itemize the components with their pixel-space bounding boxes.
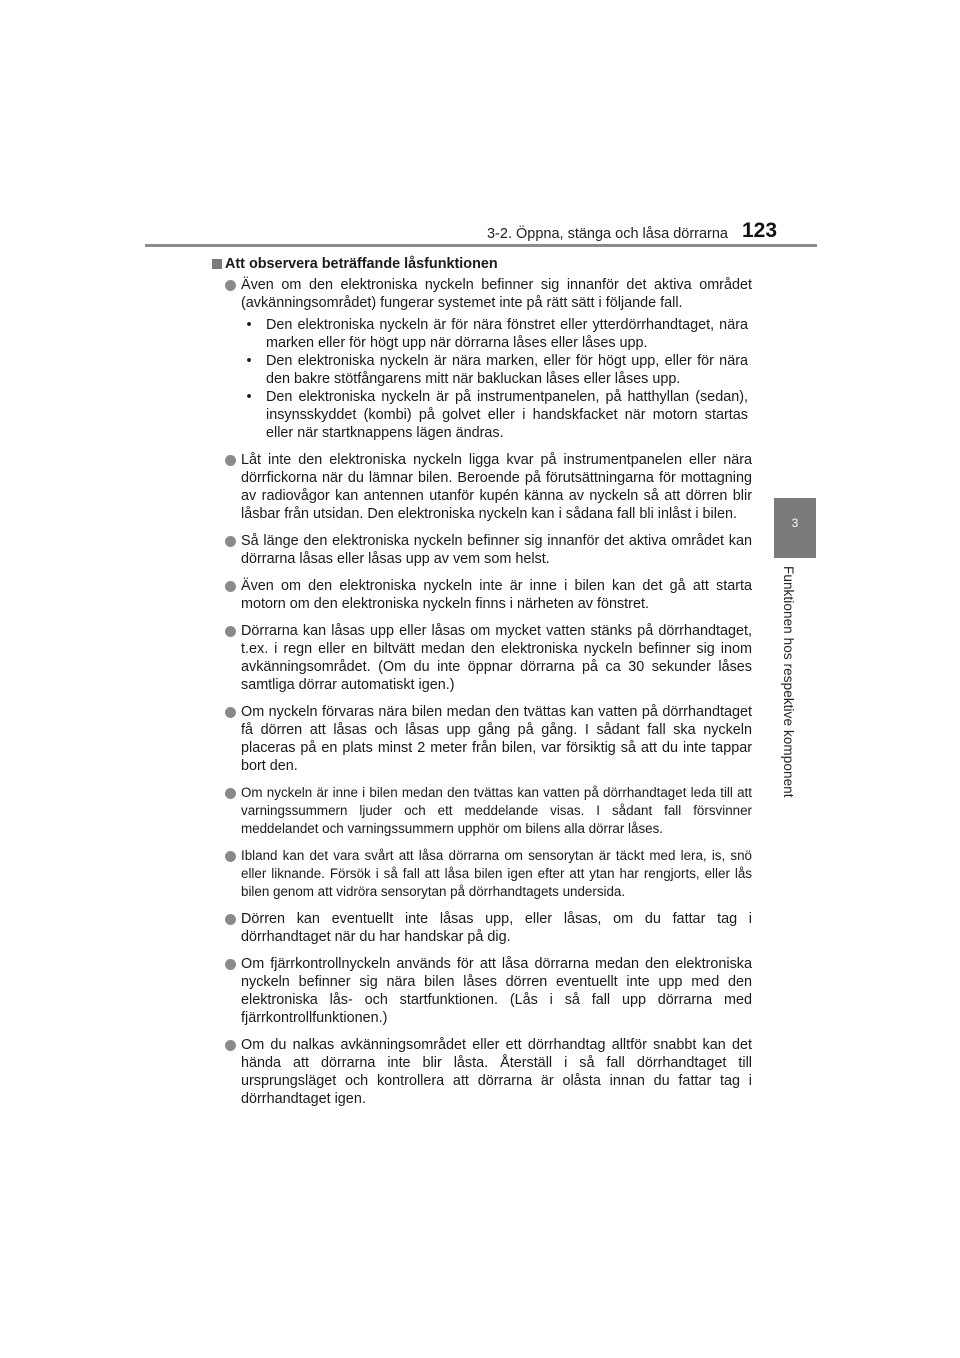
list-item: [212, 276, 752, 442]
list-item-text: Låt inte den elektroniska nyckeln ligga kvar på instrumentpanelen eller nära dörrfickorna när du lämnar bilen. Beroende på förutsättningarna för mottagning av radiovågor kan antennen utanför kupén känna av nyckeln så att dörren blir låsbar från utsidan. Den elektroniska nyckeln kan i sådana fall bli inlåst i bilen.: [241, 452, 752, 522]
square-bullet-icon: [212, 259, 222, 269]
circle-bullet-icon: [225, 959, 236, 970]
sub-list-item: [241, 316, 752, 352]
sub-list-item: [241, 352, 752, 388]
circle-bullet-icon: [225, 788, 236, 799]
circle-bullet-icon: [225, 626, 236, 637]
main-content: [212, 255, 752, 1117]
page-header: [0, 0, 960, 250]
list-item: [212, 703, 752, 775]
list-item-text: Dörren kan eventuellt inte låsas upp, eller låsas, om du fattar tag i dörrhandtaget när du har handskar på dig.: [241, 911, 752, 945]
chapter-tab-number: 3: [791, 516, 799, 530]
list-item-text: Om nyckeln förvaras nära bilen medan den tvättas kan vatten på dörrhandtaget få dörren att låsas och låsas upp gång på gång. I sådant fall ska nyckeln placeras på en plats minst 2 meter från bilen, var försiktig så att du inte tappar bort den.: [241, 704, 752, 774]
section-heading-text: Att observera beträffande låsfunktionen: [225, 256, 498, 272]
sub-list-item: [241, 388, 752, 442]
circle-bullet-icon: [225, 851, 236, 862]
section-title: 3-2. Öppna, stänga och låsa dörrarna: [486, 226, 728, 242]
circle-bullet-icon: [225, 536, 236, 547]
circle-bullet-icon: [225, 707, 236, 718]
list-item-text: Om nyckeln är inne i bilen medan den tvättas kan vatten på dörrhandtaget leda till att varningssummern ljuder och ett meddelande visas. I sådant fall försvinner meddelandet och varningssummern upphör om bilens alla dörrar låses.: [241, 785, 752, 836]
list-item-text: Om du nalkas avkänningsområdet eller ett dörrhandtag alltför snabbt kan det hända att dörrarna inte blir låsta. Återställ i så fall dörrhandtaget till ursprungsläget och kontrollera att dörrarna är olåsta innan du fattar tag i dörrhandtaget igen.: [241, 1037, 752, 1107]
list-item-text: Även om den elektroniska nyckeln befinner sig innanför det aktiva området (avkänningsområdet) fungerar systemet inte på rätt sätt i följande fall.: [241, 277, 752, 311]
sub-list-item-text: Den elektroniska nyckeln är för nära fönstret eller ytterdörrhandtaget, nära marken eller för högt upp när dörrarna låses eller låses upp.: [266, 317, 748, 351]
circle-bullet-icon: [225, 1040, 236, 1051]
dot-bullet-icon: •: [246, 353, 252, 369]
list-item: [212, 784, 752, 838]
circle-bullet-icon: [225, 914, 236, 925]
list-item: [212, 451, 752, 523]
list-item: [212, 622, 752, 694]
chapter-tab: [774, 498, 816, 558]
list-item: [212, 847, 752, 901]
list-item-text: Så länge den elektroniska nyckeln befinner sig innanför det aktiva området kan dörrarna låsas eller låsas upp av vem som helst.: [241, 533, 752, 567]
dot-bullet-icon: •: [246, 389, 252, 405]
sub-list: [241, 316, 752, 442]
dot-bullet-icon: •: [246, 317, 252, 333]
list-item-text: Om fjärrkontrollnyckeln används för att låsa dörrarna medan den elektroniska nyckeln befinner sig nära bilen låses dörren eventuellt inte upp med den elektroniska lås- och startfunktionen. (Lås i så fall upp dörrarna med fjärrkontrollfunktionen.): [241, 956, 752, 1026]
page-number: 123: [742, 219, 778, 242]
list-item: [212, 955, 752, 1027]
header-divider: [145, 244, 817, 247]
circle-bullet-icon: [225, 455, 236, 466]
sub-list-item-text: Den elektroniska nyckeln är nära marken, eller för högt upp, eller för nära den bakre stötfångarens mitt när bakluckan låses eller låses upp.: [266, 353, 748, 387]
list-item: [212, 910, 752, 946]
list-item-text: Även om den elektroniska nyckeln inte är inne i bilen kan det gå att starta motorn om den elektroniska nyckeln finns i närheten av fönstret.: [241, 578, 752, 612]
list-item-text: Ibland kan det vara svårt att låsa dörrarna om sensorytan är täckt med lera, is, snö eller liknande. Försök i så fall att låsa bilen igen efter att ytan har rengjorts, eller lås bilen genom att vidröra sensorytan på dörrhandtagets undersida.: [241, 848, 752, 899]
chapter-title: Funktionen hos respektive komponent: [781, 566, 796, 798]
list-item: [212, 577, 752, 613]
list-item: [212, 532, 752, 568]
circle-bullet-icon: [225, 581, 236, 592]
section-heading: [212, 255, 752, 273]
circle-bullet-icon: [225, 280, 236, 291]
list-item: [212, 1036, 752, 1108]
list-item-text: Dörrarna kan låsas upp eller låsas om mycket vatten stänks på dörrhandtaget, t.ex. i regn eller en biltvätt medan den elektroniska nyckeln befinner sig inom avkänningsområdet. (Om du inte öppnar dörrarna på ca 30 sekunder låses samtliga dörrar automatiskt igen.): [241, 623, 752, 693]
sub-list-item-text: Den elektroniska nyckeln är på instrumentpanelen, på hatthyllan (sedan), insynsskyddet (kombi) på golvet eller i handskfacket när motorn startas eller när startknappens lägen ändras.: [266, 389, 748, 441]
